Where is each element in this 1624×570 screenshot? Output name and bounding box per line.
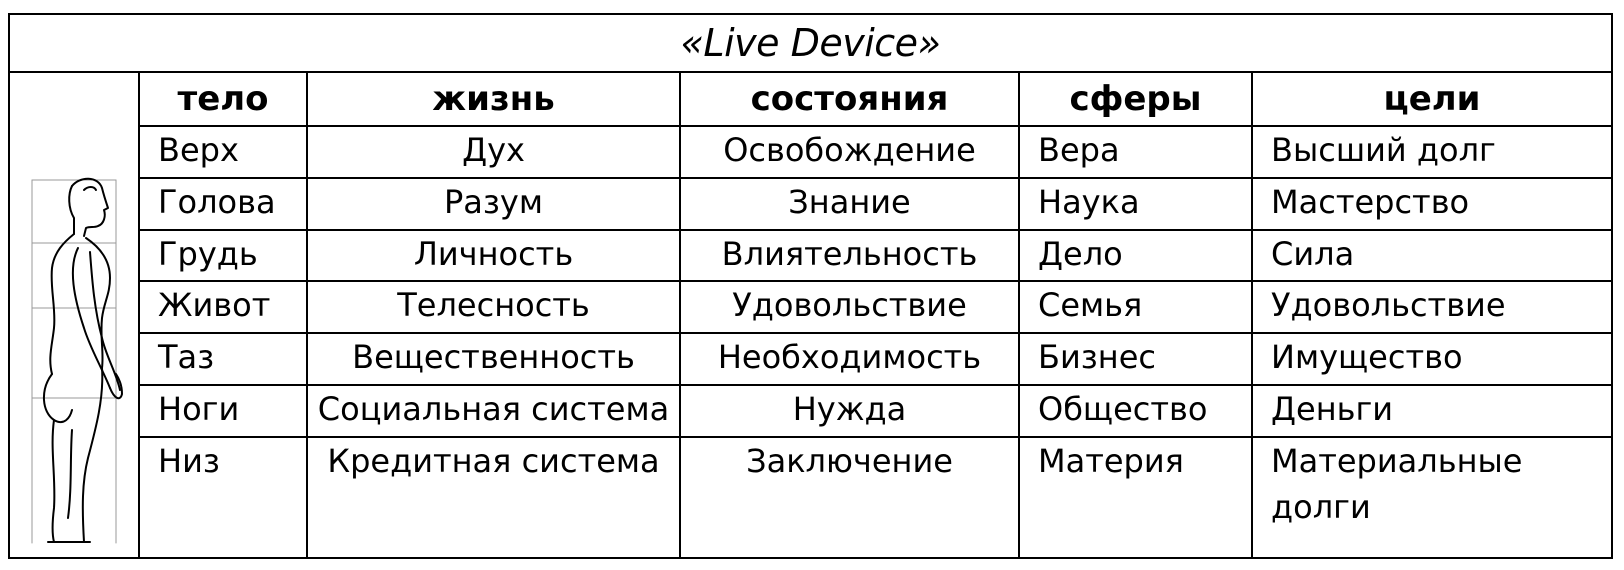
life-cell: Вещественность [307, 333, 680, 385]
goal-cell: Деньги [1252, 385, 1611, 437]
body-cell: Ноги [140, 385, 307, 437]
table-row [140, 385, 1611, 437]
header-row [140, 73, 1611, 126]
table-row [140, 126, 1611, 178]
body-cell: Голова [140, 178, 307, 230]
table-row [140, 178, 1611, 230]
state-cell: Влиятельность [680, 230, 1019, 282]
column-header-goals: цели [1252, 73, 1611, 126]
life-cell: Дух [307, 126, 680, 178]
table-row [140, 281, 1611, 333]
sphere-cell: Семья [1019, 281, 1252, 333]
life-cell: Личность [307, 230, 680, 282]
sphere-cell: Бизнес [1019, 333, 1252, 385]
goal-cell: Имущество [1252, 333, 1611, 385]
state-cell: Удовольствие [680, 281, 1019, 333]
body-cell: Таз [140, 333, 307, 385]
column-header-states: состояния [680, 73, 1019, 126]
title-row [10, 15, 1611, 73]
state-cell: Заключение [680, 437, 1019, 557]
column-header-spheres: сферы [1019, 73, 1252, 126]
column-header-life: жизнь [307, 73, 680, 126]
goal-cell: Мастерство [1252, 178, 1611, 230]
body-cell: Низ [140, 437, 307, 557]
state-cell: Знание [680, 178, 1019, 230]
goal-cell: Сила [1252, 230, 1611, 282]
state-cell: Необходимость [680, 333, 1019, 385]
body-cell: Грудь [140, 230, 307, 282]
goal-cell: Удовольствие [1252, 281, 1611, 333]
life-cell: Телесность [307, 281, 680, 333]
life-cell: Социальная система [307, 385, 680, 437]
figure-cell [10, 73, 140, 557]
sphere-cell: Материя [1019, 437, 1252, 557]
categories-table [140, 73, 1611, 557]
state-cell: Нужда [680, 385, 1019, 437]
table-row [140, 437, 1611, 557]
column-header-body: тело [177, 79, 269, 119]
human-figure-illustration [24, 168, 124, 548]
table-title: «Live Device» [680, 21, 941, 65]
sphere-cell: Дело [1019, 230, 1252, 282]
sphere-cell: Вера [1019, 126, 1252, 178]
state-cell: Освобождение [680, 126, 1019, 178]
goal-cell: Материальные долги [1252, 437, 1611, 557]
table-row [140, 230, 1611, 282]
life-cell: Разум [307, 178, 680, 230]
live-device-table [8, 13, 1613, 559]
sphere-cell: Наука [1019, 178, 1252, 230]
sphere-cell: Общество [1019, 385, 1252, 437]
life-cell: Кредитная система [307, 437, 680, 557]
table-row [140, 333, 1611, 385]
body-cell: Живот [140, 281, 307, 333]
goal-cell: Высший долг [1252, 126, 1611, 178]
body-cell: Верх [140, 126, 307, 178]
